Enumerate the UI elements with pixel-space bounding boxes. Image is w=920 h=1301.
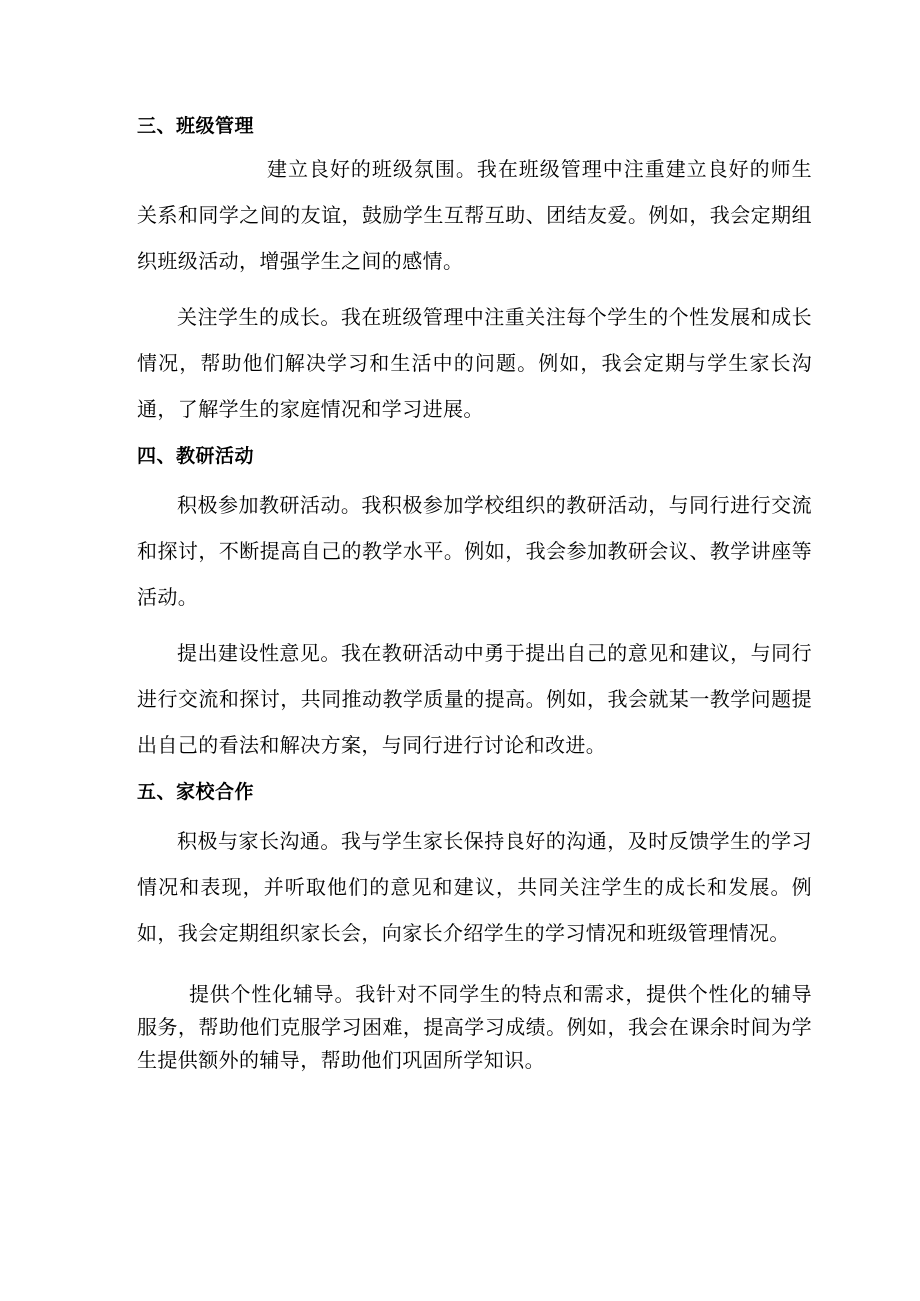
section-heading-class-management: 三、班级管理 [137, 115, 255, 137]
paragraph-personalized-tutoring: 提供个性化辅导。我针对不同学生的特点和需求，提供个性化的辅导服务，帮助他们克服学习困难，提高学习成绩。例如，我会在课余时间为学生提供额外的辅导，帮助他们巩固所学知识。 [137, 982, 812, 1072]
paragraph-research-participation: 积极参加教研活动。我积极参加学校组织的教研活动，与同行进行交流和探讨，不断提高自己的教学水平。例如，我会参加教研会议、教学讲座等活动。 [137, 493, 812, 609]
paragraph-student-growth: 关注学生的成长。我在班级管理中注重关注每个学生的个性发展和成长情况，帮助他们解决学习和生活中的问题。例如，我会定期与学生家长沟通，了解学生的家庭情况和学习进展。 [137, 305, 812, 421]
section-heading-teaching-research: 四、教研活动 [137, 445, 255, 467]
document-body [137, 112, 812, 1077]
section-heading-home-school: 五、家校合作 [137, 781, 255, 803]
paragraph-class-atmosphere: 建立良好的班级氛围。我在班级管理中注重建立良好的师生关系和同学之间的友谊，鼓励学生互帮互助、团结友爱。例如，我会定期组织班级活动，增强学生之间的感情。 [137, 157, 812, 273]
paragraph-constructive-suggestions: 提出建设性意见。我在教研活动中勇于提出自己的意见和建议，与同行进行交流和探讨，共同推动教学质量的提高。例如，我会就某一教学问题提出自己的看法和解决方案，与同行进行讨论和改进。 [137, 641, 812, 757]
paragraph-parent-communication: 积极与家长沟通。我与学生家长保持良好的沟通，及时反馈学生的学习情况和表现，并听取他们的意见和建议，共同关注学生的成长和发展。例如，我会定期组织家长会，向家长介绍学生的学习情况和班级管理情况。 [137, 829, 812, 945]
